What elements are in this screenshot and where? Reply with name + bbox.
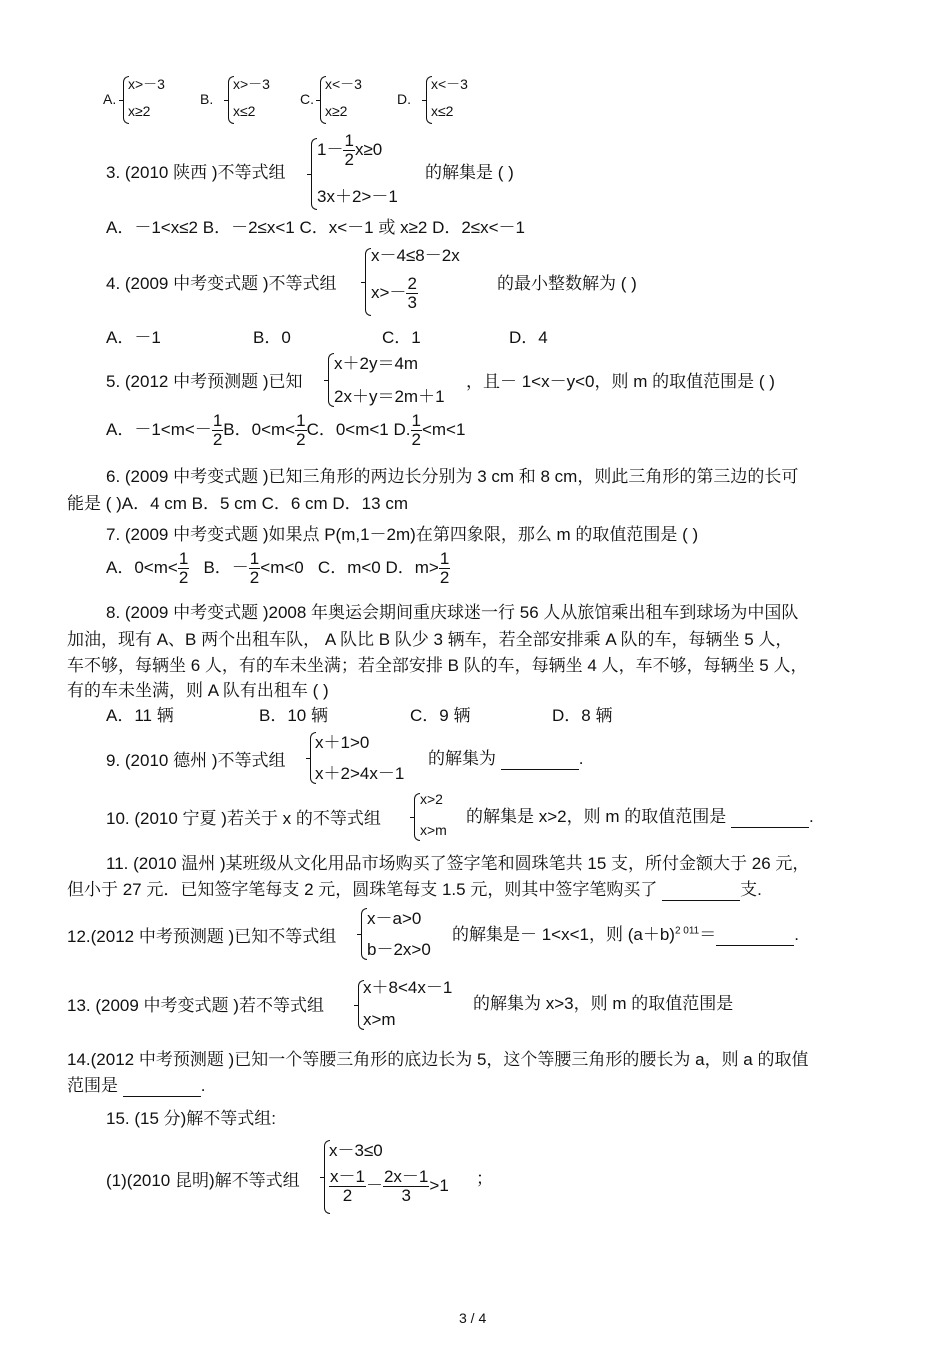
q12-suffix: 的解集是－ 1<x<1，则 $(a+b)^{2 011}=$ .: [452, 924, 799, 946]
q15-title: 15. (15 分)解不等式组:: [106, 1109, 277, 1128]
q4-suffix: 的最小整数解为 ( ): [497, 274, 637, 293]
q10-prefix: 10. (2010 宁夏 )若关于 x 的不等式组: [106, 809, 381, 828]
q8-option-b: B．10 辆: [259, 706, 328, 725]
q2-option-d-label: D.: [397, 91, 411, 107]
q11-line2: 但小于 27 元．已知签字笔每支 2 元，圆珠笔每支 1.5 元，则其中签字笔购买了 支.: [67, 879, 762, 901]
q6-line1: 6. (2009 中考变式题 )已知三角形的两边长分别为 3 cm 和 8 cm，则此三角形的第三边的长可: [106, 467, 799, 486]
q9-prefix: 9. (2010 德州 )不等式组: [106, 751, 286, 770]
q15-1-prefix: (1)(2010 昆明)解不等式组: [106, 1171, 300, 1190]
q4-prefix: 4. (2009 中考变式题 )不等式组: [106, 274, 337, 293]
q2-c-line2: x≥2: [325, 103, 348, 119]
q13-suffix: 的解集为 x>3，则 m 的取值范围是: [473, 994, 734, 1013]
q9-line2: x＋2>4x－1: [315, 764, 405, 783]
q4-option-c: C．1: [382, 328, 421, 347]
q5-options: A．－1<m<－ $\frac{1}{2}$ B．0<m< $\frac{1}{2}$ C．0<m<1 D. $\frac{1}{2}$ <m<1: [106, 411, 466, 449]
q4-option-d: D．4: [509, 328, 548, 347]
q15-line2: $\frac{x-1}{2}$ － $\frac{2x-1}{3}$ >1: [330, 1167, 449, 1205]
q3-prefix: 3. (2010 陕西 )不等式组: [106, 163, 286, 182]
q6-line2: 能是 ( )A．4 cm B．5 cm C．6 cm D．13 cm: [67, 494, 408, 513]
q7-options: A．0<m< $\frac{1}{2}$ B．－ $\frac{1}{2}$ <m<0 C．m<0 D．m> $\frac{1}{2}$: [106, 549, 450, 587]
q15-suffix: ；: [476, 1169, 493, 1188]
page-number: 3 / 4: [459, 1310, 487, 1326]
q8-line2: 加油，现有 A、B 两个出租车队， A 队比 B 队少 3 辆车，若全部安排乘 A 队的车，每辆坐 5 人，: [67, 630, 793, 649]
q13-prefix: 13. (2009 中考变式题 )若不等式组: [67, 996, 324, 1015]
q2-option-c-label: C.: [300, 91, 314, 107]
q2-a-line2: x≥2: [128, 103, 151, 119]
q5-line2: 2x＋y＝2m＋1: [334, 387, 445, 406]
q8-option-d: D．8 辆: [552, 706, 613, 725]
q3-options: A．－1<x≤2 B．－2≤x<1 C．x<－1 或 x≥2 D．2≤x<－1: [106, 218, 526, 237]
q11-line1: 11. (2010 温州 )某班级从文化用品市场购买了签字笔和圆珠笔共 15 支，所付金额大于 26 元，: [106, 854, 810, 873]
q12-prefix: 12.(2012 中考预测题 )已知不等式组: [67, 927, 337, 946]
q10-line1: x>2: [420, 791, 443, 807]
q2-b-line1: x>－3: [233, 76, 270, 92]
q5-prefix: 5. (2012 中考预测题 )已知: [106, 372, 303, 391]
q2-option-a-label: A.: [103, 91, 117, 107]
q10-suffix: 的解集是 x>2，则 m 的取值范围是 .: [466, 806, 814, 828]
q14-line2: 范围是 .: [67, 1075, 205, 1097]
q4-option-a: A．－1: [106, 328, 161, 347]
q4-line1: x－4≤8－2x: [371, 246, 460, 265]
q5-suffix: ，且－ 1<x－y<0，则 m 的取值范围是 ( ): [466, 372, 775, 391]
q13-line2: x>m: [363, 1010, 396, 1029]
q9-line1: x＋1>0: [315, 733, 370, 752]
q2-c-line1: x<－3: [325, 76, 362, 92]
q2-option-b-label: B.: [200, 91, 214, 107]
q2-a-line1: x>－3: [128, 76, 165, 92]
q12-line1: x－a>0: [367, 909, 422, 928]
q9-suffix: 的解集为 .: [428, 748, 583, 770]
q8-line4: 有的车未坐满，则 A 队有出租车 ( ): [67, 681, 329, 700]
q2-d-line2: x≤2: [431, 103, 454, 119]
q3-suffix: 的解集是 ( ): [425, 163, 514, 182]
q8-line1: 8. (2009 中考变式题 )2008 年奥运会期间重庆球迷一行 56 人从旅馆乘出租车到球场为中国队: [106, 603, 799, 622]
q12-line2: b－2x>0: [367, 940, 431, 959]
q14-line1: 14.(2012 中考预测题 )已知一个等腰三角形的底边长为 5，这个等腰三角形的腰长为 a，则 a 的取值: [67, 1050, 809, 1069]
q8-option-c: C．9 辆: [410, 706, 471, 725]
q4-line2: x>－ $\frac{2}{3}$: [371, 274, 417, 312]
q15-line1: x－3≤0: [329, 1141, 383, 1160]
q3-line1: 1－ $\frac{1}{2}$ x≥0: [317, 131, 383, 169]
q3-line2: 3x＋2>－1: [317, 187, 398, 206]
q8-line3: 车不够，每辆坐 6 人，有的车未坐满；若全部安排 B 队的车，每辆坐 4 人，车不够，每辆坐 5 人，: [67, 656, 808, 675]
q7-text: 7. (2009 中考变式题 )如果点 P(m,1－2m)在第四象限，那么 m 的取值范围是 ( ): [106, 525, 699, 544]
q5-line1: x＋2y＝4m: [334, 354, 419, 373]
q10-line2: x>m: [420, 822, 447, 838]
q2-d-line1: x<－3: [431, 76, 468, 92]
q8-option-a: A．11 辆: [106, 706, 174, 725]
q2-b-line2: x≤2: [233, 103, 256, 119]
q13-line1: x＋8<4x－1: [363, 978, 453, 997]
q4-option-b: B．0: [253, 328, 291, 347]
